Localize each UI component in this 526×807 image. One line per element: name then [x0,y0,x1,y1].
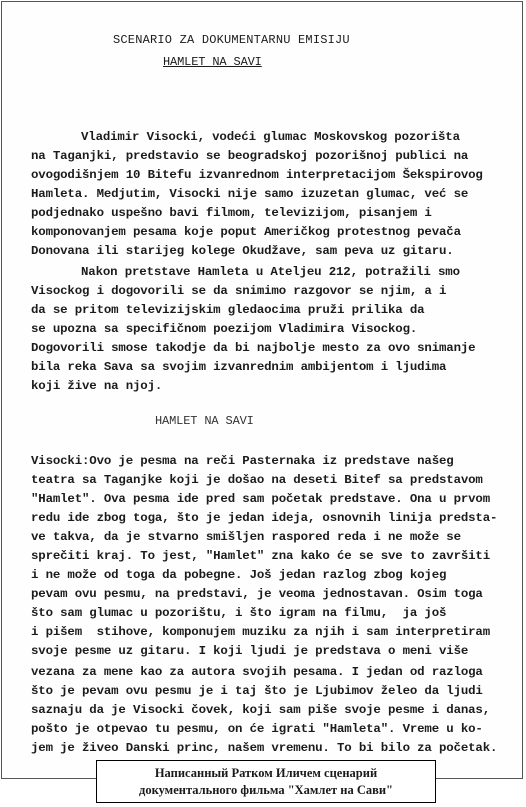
typewritten-page [1,1,523,779]
image-caption [96,760,436,803]
intro-line: se upozna sa specifičnom poezijom Vladimira Visockog. [31,322,418,336]
intro-line: Hamleta. Medjutim, Visocki nije samo izuzetan glumac, već se [31,187,469,201]
body-line: redu ide zbog toga, što je jedan ideja, osnovnih linija predsta- [31,511,498,525]
intro-line: bila reka Sava sa svojim izvanrednim ambijentom i ljudima [31,360,447,374]
body-line: što je pevam ovu pesmu je i taj što je Ljubimov želeo da ljudi [31,684,483,698]
body-line: svoje pesme uz gitaru. I koji ljudi je predstava o meni više [31,644,469,658]
intro-line: podjednako uspešno bavi filmom, televizijom, pisanjem i [31,206,432,220]
body-line: saznaju da je Visocki čovek, koji sam piše svoje pesme i danas, [31,703,490,717]
caption-line: Написанный Ратком Иличем сценарий [154,766,378,780]
document-heading: SCENARIO ZA DOKUMENTARNU EMISIJU [113,33,350,47]
body-line: pevam ovu pesmu, na predstavi, je veoma jednostavan. Osim toga [31,587,483,601]
intro-line: komponovanjem pesama koje poput Američkog protestnog pevača [31,225,461,239]
body-line: "Hamlet". Ova pesma ide pred sam početak predstave. Ona u prvom [31,492,490,506]
intro-line: na Taganjki, predstavio se beogradskoj pozorišnoj publici na [31,149,469,163]
intro-line: Vladimir Visocki, vodeći glumac Moskovskog pozorišta [81,130,460,144]
caption-line: документального фильма "Хамлет на Сави" [139,783,393,797]
intro-line: Donovana ili starijeg kolege Okudžave, sam peva uz gitaru. [31,244,454,258]
intro-line: da se pritom televizijskim gledaocima pruži prilika da [31,303,425,317]
body-line: ve takva, da je stvarno smišljen raspored reda i ne može se [31,530,461,544]
body-line: sprečiti kraj. To jest, "Hamlet" zna kako će se sve to završiti [31,549,490,563]
intro-line: Dogovorili smose takodje da bi najbolje mesto za ovo snimanje [31,341,476,355]
body-line: pošto je otpevao tu pesmu, on će igrati "Hamleta". Vreme u ko- [31,722,483,736]
intro-line: koji žive na njoj. [31,379,163,393]
document-title: HAMLET NA SAVI [163,55,262,69]
body-line: i ne može od toga da pobegne. Još jedan razlog zbog kojeg [31,568,447,582]
body-line: što sam glumac u pozorištu, i što igram na filmu, ja još [31,606,447,620]
body-line: Visocki:Ovo je pesma na reči Pasternaka iz predstave našeg [31,454,454,468]
body-line: teatra sa Taganjke koji je došao na deseti Bitef sa predstavom [31,473,483,487]
body-line: vezana za mene kao za autora svojih pesama. I jedan od razloga [31,665,483,679]
body-line: jem je živeo Danski princ, našem vremenu. To bi bilo za početak. [31,741,498,755]
intro-line: Nakon pretstave Hamleta u Ateljeu 212, potražili smo [81,265,460,279]
body-line: i pišem stihove, komponujem muziku za njih i sam interpretiram [31,625,490,639]
intro-line: ovogodišnjem 10 Bitefu izvanrednom interpretacijom Šekspirovog [31,168,483,182]
intro-line: Visockog i dogovorili se da snimimo razgovor se njim, a i [31,284,447,298]
section-title: HAMLET NA SAVI [155,414,254,428]
